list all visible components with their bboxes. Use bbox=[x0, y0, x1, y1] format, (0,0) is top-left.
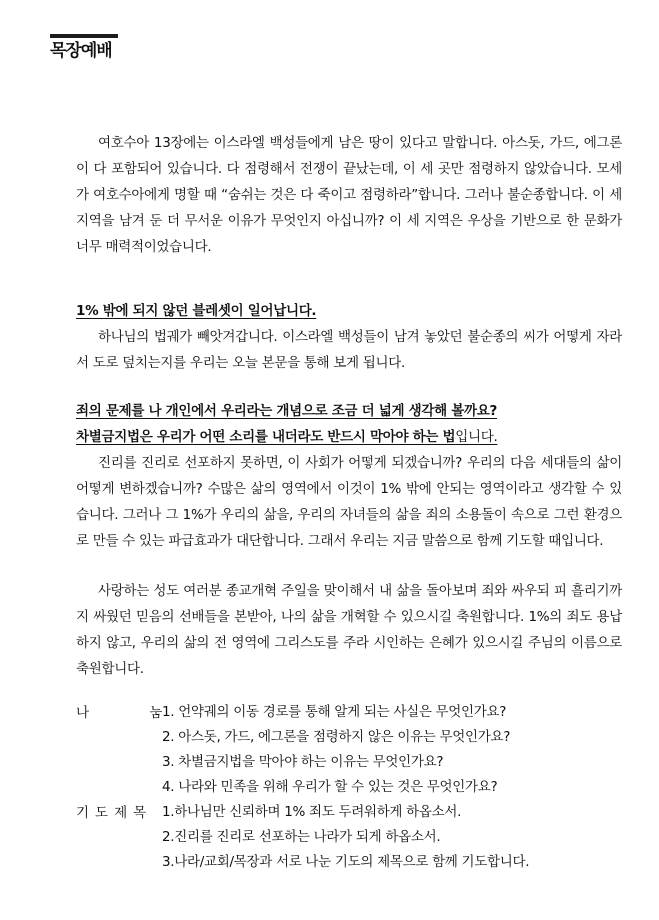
section1-heading bbox=[76, 298, 632, 324]
section2-heading bbox=[76, 398, 632, 450]
prayer-item: 1.하나님만 신뢰하며 1% 죄도 두려워하게 하옵소서. bbox=[162, 804, 462, 820]
section1-paragraph: 하나님의 법궤가 빼앗겨갑니다. 이스라엘 백성들이 남겨 놓았던 불순종의 씨가 어떻게 자라서 도로 덮치는지를 우리는 오늘 본문을 통해 보게 됩니다. bbox=[76, 329, 622, 371]
sharing-item: 1. 언약궤의 이동 경로를 통해 알게 되는 사실은 무엇인가요? bbox=[162, 704, 507, 720]
sharing-list bbox=[162, 700, 632, 800]
prayer-label: 기도제목 bbox=[76, 805, 153, 821]
sharing-item: 2. 아스돗, 가드, 에그론을 점령하지 않은 이유는 무엇인가요? bbox=[162, 729, 511, 745]
closing-paragraph: 사랑하는 성도 여러분 종교개혁 주일을 맞이해서 내 삶을 돌아보며 죄와 싸우되 피 흘리기까지 싸웠던 믿음의 선배들을 본받아, 나의 삶을 개혁할 수 있으시길 축원합니다. 1%의 죄도 용납하지 않고, 우리의 삶의 전 영역에 그리스도를 주라 시인하는 은혜가 있으시길 주님의 이름으로 축원합니다. bbox=[76, 583, 622, 677]
header-rule bbox=[50, 34, 118, 38]
prayer-item: 3.나라/교회/목장과 서로 나눈 기도의 제목으로 함께 기도합니다. bbox=[162, 854, 530, 870]
intro-paragraph: 여호수아 13장에는 이스라엘 백성들에게 남은 땅이 있다고 말합니다. 아스돗, 가드, 에그론이 다 포함되어 있습니다. 다 점령해서 전쟁이 끝났는데, 이 세 곳만 점령하지 않았습니다. 모세가 여호수아에게 명할 때 “숨쉬는 것은 다 죽이고 점령하라”합니다. 그러나 불순종합니다. 이 세 지역을 남겨 둔 더 무서운 이유가 무엇인지 아십니까? 이 세 지역은 우상을 기반으로 한 문화가 너무 매력적이었습니다. bbox=[76, 135, 622, 255]
page-header bbox=[50, 34, 142, 62]
sharing-item: 4. 나라와 민족을 위해 우리가 할 수 있는 것은 무엇인가요? bbox=[162, 779, 498, 795]
section1-heading-text: 1% 밖에 되지 않던 블레셋이 일어납니다. bbox=[76, 303, 317, 319]
sharing-item: 3. 차별금지법을 막아야 하는 이유는 무엇인가요? bbox=[162, 754, 444, 770]
section2-heading-line2 bbox=[76, 424, 632, 450]
section2-heading-line2-main: 차별금지법은 우리가 어떤 소리를 내더라도 반드시 막아야 하는 법 bbox=[76, 429, 456, 445]
section2-heading-line1: 죄의 문제를 나 개인에서 우리라는 개념으로 조금 더 넓게 생각해 볼까요? bbox=[76, 403, 498, 419]
sharing-label: 나 눔 bbox=[76, 705, 191, 721]
prayer-item: 2.진리를 진리로 선포하는 나라가 되게 하옵소서. bbox=[162, 829, 441, 845]
page-title: 목장예배 bbox=[50, 41, 112, 61]
section2-paragraph: 진리를 진리로 선포하지 못하면, 이 사회가 어떻게 되겠습니까? 우리의 다음 세대들의 삶이 어떻게 변하겠습니까? 수많은 삶의 영역에서 이것이 1% 밖에 안되는 영역이라고 생각할 수 있습니다. 그러나 그 1%가 우리의 삶을, 우리의 자녀들의 삶을 죄의 소용돌이 속으로 그런 환경으로 만들 수 있는 파급효과가 대단합니다. 그래서 우리는 지금 말씀으로 함께 기도할 때입니다. bbox=[76, 455, 622, 549]
section2-heading-line2-tail: 입니다. bbox=[455, 429, 498, 445]
prayer-list bbox=[162, 800, 632, 875]
